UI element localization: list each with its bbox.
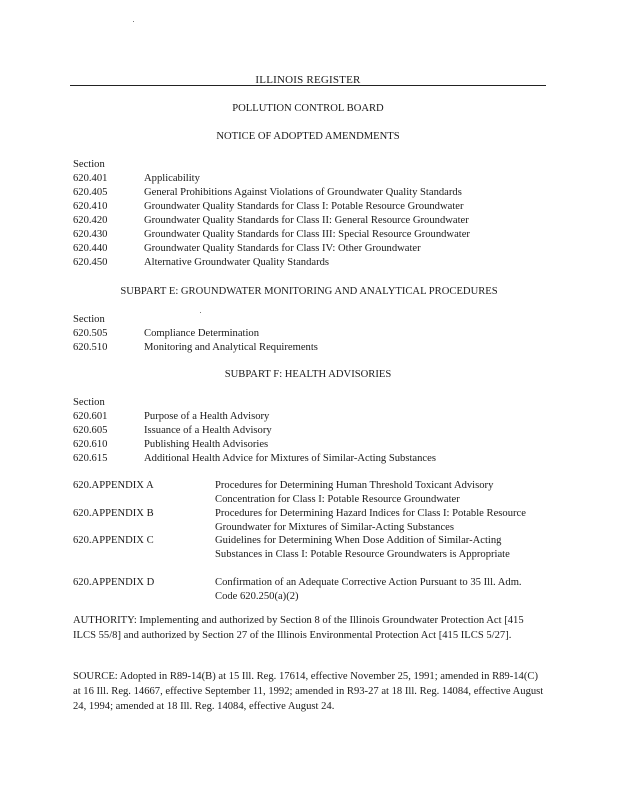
section-number: 620.405 — [73, 187, 108, 198]
register-title: ILLINOIS REGISTER — [255, 74, 361, 86]
section-number: 620.615 — [73, 453, 108, 464]
section-heading: Section — [73, 397, 105, 408]
section-number: 620.505 — [73, 328, 108, 339]
source-paragraph: SOURCE: Adopted in R89-14(B) at 15 Ill. Reg. 17614, effective November 25, 1991; amended in R89-14(C) at 16 Ill. Reg. 14667, effective September 11, 1992; amended in R93-27 at 18 Ill. Reg. 14084, effective August 24, 1994; amended at 18 Ill. Reg. 14084, effective August 24. — [73, 671, 544, 712]
appendix-id: 620.APPENDIX A — [73, 480, 154, 491]
subpart-f-title: SUBPART F: HEALTH ADVISORIES — [224, 369, 392, 380]
appendix-text: Guidelines for Determining When Dose Addition of Similar-Acting Substances in Class I: Potable Resource Groundwaters is Appropriate — [215, 535, 510, 560]
appendix-id: 620.APPENDIX D — [73, 577, 155, 588]
header-rule — [70, 85, 546, 86]
section-title: Groundwater Quality Standards for Class IV: Other Groundwater — [144, 243, 421, 254]
section-title: Issuance of a Health Advisory — [144, 425, 272, 436]
section-title: Applicability — [144, 173, 200, 184]
section-title: Groundwater Quality Standards for Class III: Special Resource Groundwater — [144, 229, 470, 240]
appendix-id: 620.APPENDIX B — [73, 508, 154, 519]
section-title: Compliance Determination — [144, 328, 260, 339]
section-number: 620.410 — [73, 201, 108, 212]
agency-name: POLLUTION CONTROL BOARD — [232, 103, 384, 114]
appendix-text: Procedures for Determining Human Threshold Toxicant Advisory Concentration for Class I: Potable Resource Groundwater — [215, 480, 494, 505]
section-number: 620.605 — [73, 425, 108, 436]
section-number: 620.610 — [73, 439, 108, 450]
appendix-id: 620.APPENDIX C — [73, 535, 154, 546]
section-number: 620.450 — [73, 257, 108, 268]
section-title: Groundwater Quality Standards for Class I: Potable Resource Groundwater — [144, 201, 464, 212]
subpart-e-title: SUBPART E: GROUNDWATER MONITORING AND ANALYTICAL PROCEDURES — [120, 286, 498, 297]
section-number: 620.420 — [73, 215, 108, 226]
section-title: Publishing Health Advisories — [144, 439, 269, 450]
authority-paragraph: AUTHORITY: Implementing and authorized by Section 8 of the Illinois Groundwater Protection Act [415 ILCS 55/8] and authorized by Section 27 of the Illinois Environmental Protection Act [415 ILCS 5/27]. — [73, 615, 524, 641]
section-title: Groundwater Quality Standards for Class II: General Resource Groundwater — [144, 215, 469, 226]
section-title: Alternative Groundwater Quality Standards — [144, 257, 330, 268]
appendix-text: Confirmation of an Adequate Corrective Action Pursuant to 35 Ill. Adm. Code 620.250(a)(2) — [215, 577, 522, 602]
section-number: 620.440 — [73, 243, 108, 254]
section-title: General Prohibitions Against Violations of Groundwater Quality Standards — [144, 187, 462, 198]
section-title: Monitoring and Analytical Requirements — [144, 342, 318, 353]
section-title: Additional Health Advice for Mixtures of Similar-Acting Substances — [144, 453, 436, 464]
section-heading: Section — [73, 314, 105, 325]
section-number: 620.601 — [73, 411, 108, 422]
scan-speck — [200, 312, 201, 313]
section-number: 620.430 — [73, 229, 108, 240]
section-title: Purpose of a Health Advisory — [144, 411, 270, 422]
appendix-text: Procedures for Determining Hazard Indices for Class I: Potable Resource Groundwater for Mixtures of Similar-Acting Substances — [215, 508, 526, 533]
notice-title: NOTICE OF ADOPTED AMENDMENTS — [216, 131, 400, 142]
scan-speck — [133, 21, 134, 22]
section-number: 620.510 — [73, 342, 108, 353]
section-number: 620.401 — [73, 173, 108, 184]
section-heading: Section — [73, 159, 105, 170]
